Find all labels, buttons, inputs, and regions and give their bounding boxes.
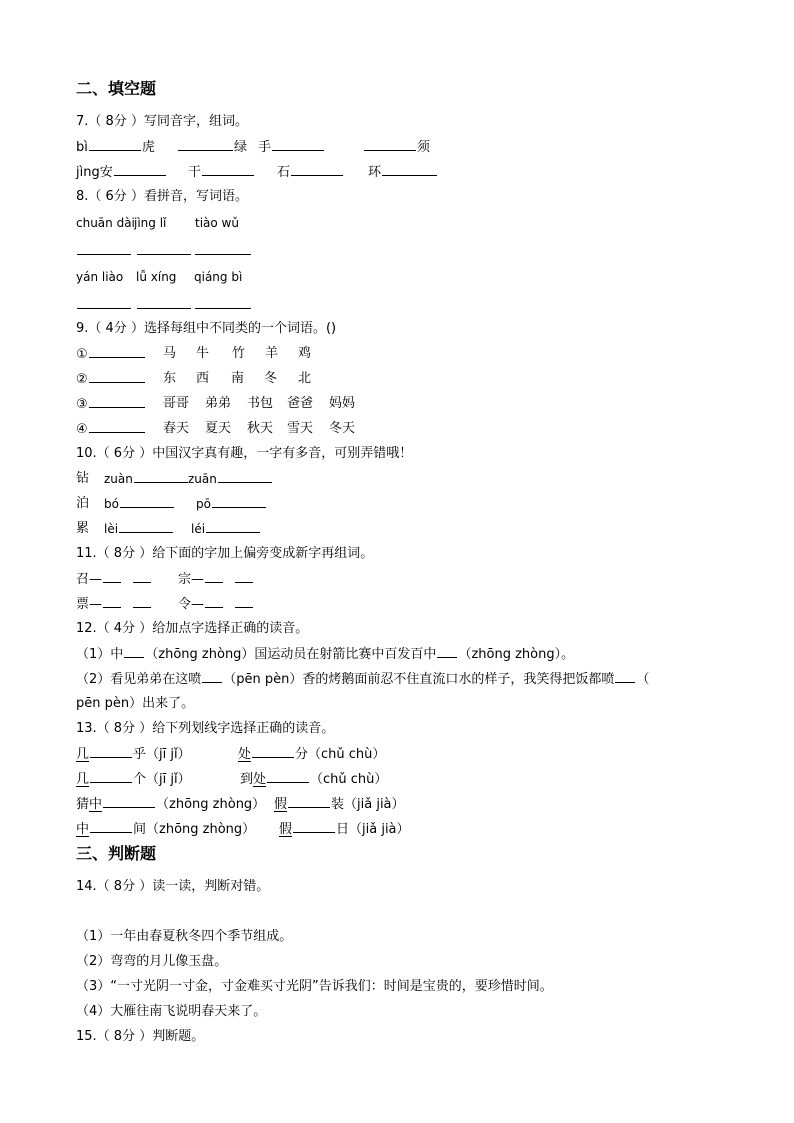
underlined-char: 处 <box>238 747 252 762</box>
word-option: 冬天 <box>329 421 356 436</box>
word-option: 哥哥 <box>163 396 190 411</box>
answer-blank[interactable] <box>364 136 416 151</box>
q7-char: 绿 <box>234 140 248 155</box>
word-pinyin: 日（jiǎ jià） <box>336 822 410 837</box>
sentence-text: （zhōng zhòng）。 <box>458 647 575 662</box>
q7-char: 须 <box>417 140 431 155</box>
pinyin: yán liào <box>76 270 124 284</box>
word-option: 马 <box>163 346 177 361</box>
q7-pinyin-bi: bì <box>76 140 88 155</box>
underlined-char: 几 <box>76 772 90 787</box>
pinyin: qiáng bì <box>194 270 243 284</box>
word-option: 书包 <box>247 396 274 411</box>
word-pinyin: 装（jiǎ jià） <box>331 797 405 812</box>
answer-blank[interactable] <box>77 294 131 309</box>
pinyin: zuàn <box>104 472 133 486</box>
polyphone-char: 累 <box>76 521 90 536</box>
answer-blank[interactable] <box>235 568 253 583</box>
section-title-fill-blank: 二、填空题 <box>76 79 157 98</box>
word-pinyin: 个（jī jǐ） <box>133 772 191 787</box>
answer-blank[interactable] <box>133 593 151 608</box>
polyphone-char: 钻 <box>76 471 90 486</box>
question-13-header: 13.（ 8分 ）给下列划线字选择正确的读音。 <box>76 721 335 736</box>
answer-blank[interactable] <box>120 493 174 508</box>
base-char: 召— <box>76 572 103 587</box>
question-14-item-2: （2）弯弯的月儿像玉盘。 <box>76 954 228 969</box>
polyphone-char: 泊 <box>76 496 90 511</box>
word-option: 雪天 <box>287 421 314 436</box>
pinyin: lèi <box>104 522 119 536</box>
pinyin: zuān <box>188 472 217 486</box>
answer-blank[interactable] <box>195 240 251 255</box>
answer-blank[interactable] <box>89 393 145 408</box>
sentence-text: （pēn pèn）香的烤鹅面前忍不住直流口水的样子，我笑得把饭都喷 <box>223 672 615 687</box>
pinyin: bó <box>104 497 119 511</box>
answer-blank[interactable] <box>133 568 151 583</box>
answer-blank[interactable] <box>89 368 145 383</box>
q7-char: 手 <box>258 140 272 155</box>
underlined-char: 几 <box>76 747 90 762</box>
answer-blank[interactable] <box>124 643 144 658</box>
question-12-sentence-2 <box>76 668 649 690</box>
word-option: 弟弟 <box>205 396 232 411</box>
word-option: 羊 <box>265 346 279 361</box>
answer-blank[interactable] <box>205 593 223 608</box>
answer-blank[interactable] <box>202 668 222 683</box>
answer-blank[interactable] <box>252 743 294 758</box>
pinyin: jìng lǐ <box>134 216 167 230</box>
underlined-char: 假 <box>274 797 288 812</box>
word-pinyin: （zhōng zhòng） <box>156 797 266 812</box>
underlined-char: 假 <box>279 822 293 837</box>
sentence-text: （ <box>636 672 650 687</box>
q7-pinyin-jing: jìng安 <box>76 165 113 180</box>
answer-blank[interactable] <box>195 294 251 309</box>
answer-blank[interactable] <box>114 161 166 176</box>
question-12-header: 12.（ 4分 ）给加点字选择正确的读音。 <box>76 621 309 636</box>
sentence-text: （2）看见弟弟在这喷 <box>76 672 202 687</box>
word-option: 牛 <box>196 346 210 361</box>
word-option: 夏天 <box>205 421 232 436</box>
answer-blank[interactable] <box>89 136 141 151</box>
answer-blank[interactable] <box>137 240 191 255</box>
q7-char: 石 <box>277 165 291 180</box>
answer-blank[interactable] <box>89 343 145 358</box>
underlined-char: 中 <box>89 797 103 812</box>
answer-blank[interactable] <box>103 568 121 583</box>
answer-blank[interactable] <box>437 643 457 658</box>
question-14-header: 14.（ 8分 ）读一读，判断对错。 <box>76 879 270 894</box>
answer-blank[interactable] <box>235 593 253 608</box>
sentence-text: （1）中 <box>76 647 124 662</box>
underlined-char: 处 <box>253 772 267 787</box>
word-option: 竹 <box>232 346 246 361</box>
sentence-text: （zhōng zhòng）国运动员在射箭比赛中百发百中 <box>145 647 437 662</box>
word-option: 秋天 <box>247 421 274 436</box>
answer-blank[interactable] <box>178 136 233 151</box>
word-pinyin: 乎（jī jǐ） <box>133 747 191 762</box>
word-option: 春天 <box>163 421 190 436</box>
answer-blank[interactable] <box>90 818 132 833</box>
answer-blank[interactable] <box>90 768 132 783</box>
answer-blank[interactable] <box>291 161 343 176</box>
question-10-header: 10.（ 6分 ）中国汉字真有趣，一字有多音，可别弄错哦！ <box>76 446 413 461</box>
pinyin: lǚ xíng <box>136 270 177 284</box>
pinyin: chuān dài <box>76 216 135 230</box>
circled-number: ③ <box>76 397 88 412</box>
question-9-header: 9.（ 4分 ）选择每组中不同类的一个词语。() <box>76 321 337 336</box>
question-11-header: 11.（ 8分 ）给下面的字加上偏旁变成新字再组词。 <box>76 546 374 561</box>
word-option: 妈妈 <box>329 396 356 411</box>
answer-blank[interactable] <box>218 468 272 483</box>
question-8-header: 8.（ 6分 ）看拼音，写词语。 <box>76 189 248 204</box>
word-option: 西 <box>196 371 210 386</box>
pinyin: pō <box>196 497 211 511</box>
question-14-item-4: （4）大雁往南飞说明春天来了。 <box>76 1004 267 1019</box>
q7-char: 虎 <box>141 140 155 155</box>
answer-blank[interactable] <box>212 493 266 508</box>
word-prefix: 猜 <box>76 797 90 812</box>
q7-char: 环 <box>368 165 382 180</box>
answer-blank[interactable] <box>615 668 635 683</box>
word-pinyin: （chǔ chù） <box>310 772 388 787</box>
underlined-char: 中 <box>76 822 90 837</box>
answer-blank[interactable] <box>119 518 173 533</box>
question-12-sentence-1 <box>76 643 574 665</box>
word-option: 北 <box>298 371 312 386</box>
word-prefix: 到 <box>240 772 254 787</box>
answer-blank[interactable] <box>382 161 437 176</box>
answer-blank[interactable] <box>89 418 145 433</box>
answer-blank[interactable] <box>137 294 191 309</box>
word-option: 东 <box>163 371 177 386</box>
base-char: 令— <box>178 597 205 612</box>
section-title-true-false: 三、判断题 <box>76 844 157 863</box>
word-option: 鸡 <box>298 346 312 361</box>
answer-blank[interactable] <box>272 136 324 151</box>
question-12-sentence-2-cont: pēn pèn）出来了。 <box>76 696 195 711</box>
circled-number: ④ <box>76 422 88 437</box>
answer-blank[interactable] <box>103 793 155 808</box>
circled-number: ① <box>76 347 88 362</box>
answer-blank[interactable] <box>202 161 254 176</box>
base-char: 宗— <box>178 572 205 587</box>
question-14-item-1: （1）一年由春夏秋冬四个季节组成。 <box>76 929 293 944</box>
answer-blank[interactable] <box>103 593 121 608</box>
word-option: 南 <box>231 371 245 386</box>
answer-blank[interactable] <box>134 468 188 483</box>
question-7-header: 7.（ 8分 ）写同音字，组词。 <box>76 114 248 129</box>
question-14-item-3: （3）“一寸光阴一寸金，寸金难买寸光阴”告诉我们：时间是宝贵的，要珍惜时间。 <box>76 979 553 994</box>
q7-char: 干 <box>188 165 202 180</box>
answer-blank[interactable] <box>288 793 330 808</box>
question-15-header: 15.（ 8分 ）判断题。 <box>76 1029 205 1044</box>
answer-blank[interactable] <box>206 518 260 533</box>
answer-blank[interactable] <box>90 743 132 758</box>
base-char: 票— <box>76 597 103 612</box>
pinyin: tiào wǔ <box>195 216 239 230</box>
pinyin: léi <box>191 522 206 536</box>
word-option: 爸爸 <box>287 396 314 411</box>
word-pinyin: 间（zhōng zhòng） <box>133 822 256 837</box>
word-option: 冬 <box>264 371 278 386</box>
answer-blank[interactable] <box>267 768 309 783</box>
answer-blank[interactable] <box>77 240 131 255</box>
circled-number: ② <box>76 372 88 387</box>
answer-blank[interactable] <box>205 568 223 583</box>
word-pinyin: 分（chǔ chù） <box>295 747 386 762</box>
answer-blank[interactable] <box>293 818 335 833</box>
